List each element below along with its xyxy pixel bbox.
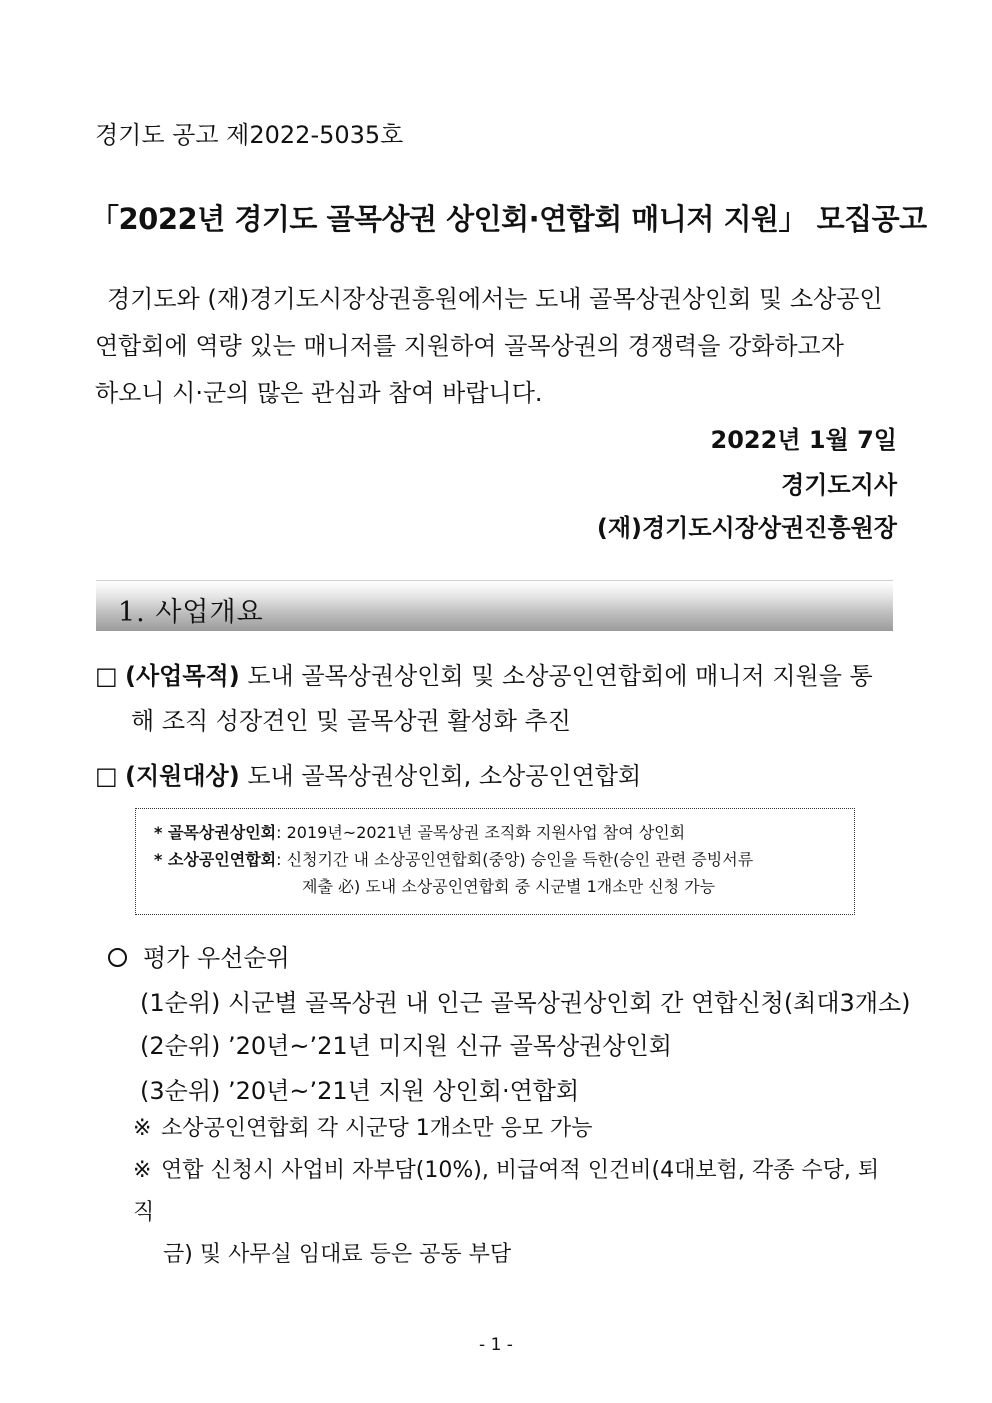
- target-label: (지원대상): [125, 762, 240, 790]
- note-text-continued: 제출 必) 도내 소상공인연합회 중 시군별 1개소만 신청 가능: [302, 877, 716, 896]
- reference-mark-icon: ※: [133, 1116, 152, 1141]
- note-label: * 소상공인연합회: [154, 850, 277, 869]
- intro-paragraph: [95, 276, 897, 417]
- note-label: * 골목상권상인회: [154, 823, 277, 842]
- purpose-item: [95, 654, 897, 744]
- intro-line: 경기도와 (재)경기도시장상권흥원에서는 도내 골목상권상인회 및 소상공인: [107, 285, 883, 313]
- signature-governor: 경기도지사: [781, 471, 897, 499]
- priority-item: (2순위) ’20년~’21년 미지원 신규 골목상권상인회: [140, 1032, 672, 1060]
- notice-number: 경기도 공고 제2022-5035호: [95, 121, 404, 149]
- purpose-text: 도내 골목상권상인회 및 소상공인연합회에 매니저 지원을 통: [239, 662, 873, 690]
- priority-item: (3순위) ’20년~’21년 지원 상인회·연합회: [140, 1077, 580, 1105]
- eligibility-note-box: [135, 808, 855, 915]
- target-text: 도내 골목상권상인회, 소상공인연합회: [239, 762, 642, 790]
- page-number: - 1 -: [479, 1335, 513, 1355]
- signature-organization: (재)경기도시장상권진흥원장: [596, 514, 897, 542]
- checkbox-bullet-icon: □: [95, 762, 118, 790]
- intro-line: 하오니 시·군의 많은 관심과 참여 바랍니다.: [95, 379, 543, 407]
- reference-text: 연합 신청시 사업비 자부담(10%), 비급여적 인건비(4대보험, 각종 수당, 퇴직: [133, 1158, 880, 1225]
- note-text: : 신청기간 내 소상공인연합회(중앙) 승인을 득한(승인 관련 증빙서류: [276, 850, 754, 869]
- circle-bullet-icon: [108, 948, 127, 967]
- checkbox-bullet-icon: □: [95, 662, 118, 690]
- reference-note: [133, 1108, 897, 1150]
- signature-date: 2022년 1월 7일: [710, 426, 897, 454]
- reference-text-continued: 금) 및 사무실 임대료 등은 공동 부담: [163, 1242, 512, 1267]
- section-header-bar: [96, 580, 893, 631]
- document-title: 「2022년 경기도 골목상권 상인회·연합회 매니저 지원」 모집공고: [90, 202, 927, 236]
- purpose-text-continued: 해 조직 성장견인 및 골목상권 활성화 추진: [131, 707, 571, 735]
- section-title: 1. 사업개요: [118, 597, 264, 628]
- target-item: [95, 754, 897, 799]
- priority-heading-text: 평가 우선순위: [143, 944, 290, 972]
- priority-heading: [108, 938, 290, 973]
- note-text: : 2019년~2021년 골목상권 조직화 지원사업 참여 상인회: [276, 823, 686, 842]
- priority-item: (1순위) 시군별 골목상권 내 인근 골목상권상인회 간 연합신청(최대3개소): [140, 989, 911, 1017]
- intro-line: 연합회에 역량 있는 매니저를 지원하여 골목상권의 경쟁력을 강화하고자: [95, 332, 844, 360]
- reference-mark-icon: ※: [133, 1158, 152, 1183]
- reference-text: 소상공인연합회 각 시군당 1개소만 응모 가능: [161, 1116, 593, 1141]
- purpose-label: (사업목적): [125, 662, 240, 690]
- reference-note: [133, 1150, 897, 1276]
